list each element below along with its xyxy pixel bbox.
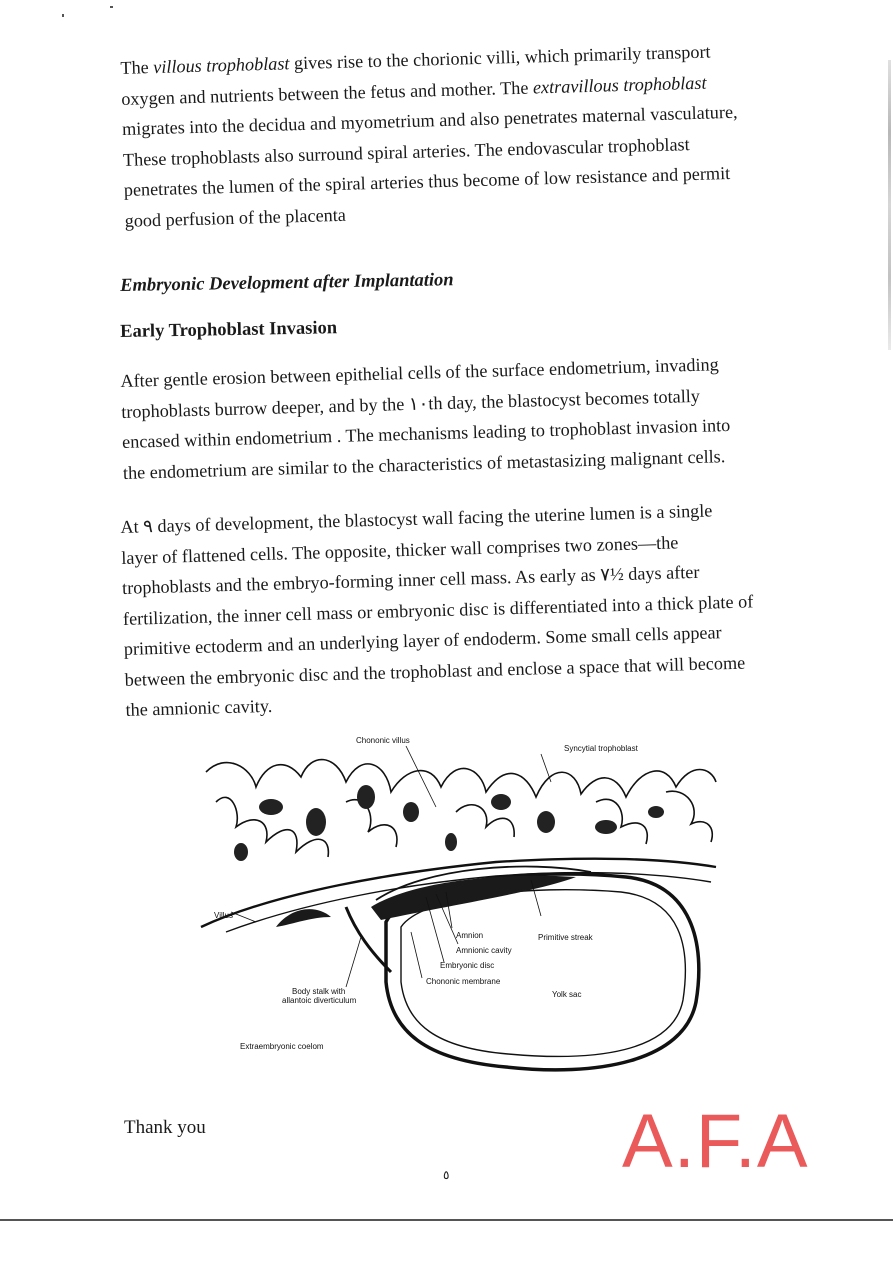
label-primitive-streak: Primitive streak xyxy=(538,933,593,942)
label-chorionic-membrane: Chononic membrane xyxy=(426,977,501,986)
text-run: The xyxy=(120,57,154,78)
section-heading: Embryonic Development after Implantation xyxy=(120,270,454,296)
body-stalk xyxy=(276,909,331,927)
label-amnion: Amnion xyxy=(456,931,484,940)
diagram-svg xyxy=(196,732,726,1092)
label-amnionic-cavity: Amnionic cavity xyxy=(456,946,512,955)
label-chorionic-villus: Chononic villus xyxy=(356,736,410,745)
scan-edge-shadow xyxy=(888,60,891,350)
italic-term-extravillous: extravillous trophoblast xyxy=(532,72,707,97)
label-body-stalk: Body stalk with xyxy=(292,987,346,996)
yolk-sac xyxy=(401,890,685,1057)
paragraph-blastocyst-development: At ٩ days of development, the blastocyst wall facing the uterine lumen is a single layer of flattened cells. The opposite, thicker wall comprises two zones—the trophoblasts and the embryo-forming inner cell mass. As early as ٧½ days after fertilization, the inner cell mass or embryonic disc is differentiated into a thick plate of primitive ectoderm and an underlying layer of endoderm. Some small cells appear between the embryonic disc and the trophoblast and enclose a space that will become the amnionic cavity. xyxy=(120,500,754,720)
paragraph-trophoblast-invasion: After gentle erosion between epithelial cells of the surface endometrium, invading trophoblasts burrow deeper, and by the ١٠th day, the blastocyst becomes totally encased within endometrium . The mechanisms leading to trophoblast invasion into the endometrium are similar to the characteristics of metastasizing malignant cells. xyxy=(120,354,731,483)
author-signature: A.F.A xyxy=(622,1099,809,1184)
label-extraembryonic-coelom: Extraembryonic coelom xyxy=(240,1042,324,1051)
text-run: migrates into the decidua and myometrium and also penetrates maternal vasculature, These trophoblasts also surround spiral arteries. The endovascular trophoblast penetrates the lumen of the spiral arteries thus become of low resistance and permit good perfusion of the placenta xyxy=(121,101,738,231)
label-villus: Villus xyxy=(214,911,233,920)
page-number: ٥ xyxy=(443,1168,450,1182)
label-syncytial-trophoblast: Syncytial trophoblast xyxy=(564,744,638,753)
footer-rule xyxy=(0,1219,893,1221)
subsection-heading: Early Trophoblast Invasion xyxy=(120,318,338,342)
scan-speck xyxy=(62,14,64,17)
label-body-stalk: allantoic diverticulum xyxy=(282,996,357,1005)
implantation-diagram xyxy=(196,732,726,1092)
embryonic-disc xyxy=(371,876,576,920)
closing-text: Thank you xyxy=(124,1117,206,1138)
paragraph-villous-trophoblast xyxy=(120,35,757,236)
scan-speck xyxy=(110,6,113,8)
italic-term-villous: villous trophoblast xyxy=(152,53,290,78)
text-run: gives rise to the chorionic villi, which primarily transport oxygen and nutrients between the fetus and mother. The xyxy=(120,41,711,109)
label-embryonic-disc: Embryonic disc xyxy=(440,961,495,970)
label-yolk-sac: Yolk sac xyxy=(552,990,582,999)
